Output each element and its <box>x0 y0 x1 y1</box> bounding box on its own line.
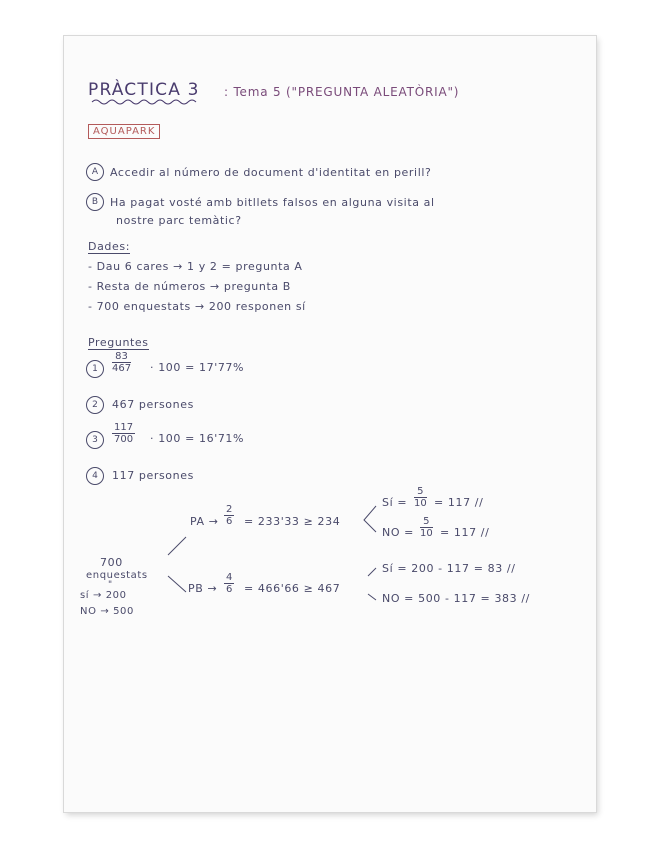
tree-pa-si-fraction <box>414 486 427 509</box>
tree-pb-numerator: 4 <box>226 572 233 583</box>
answer-1-result: · 100 = 17'77% <box>150 361 245 374</box>
question-a-text: Accedir al número de document d'identitat en perill? <box>110 166 432 179</box>
tree-pa-no-fraction <box>420 516 433 539</box>
answer-3-denominator: 700 <box>114 434 134 445</box>
tree-pa-label: PA → <box>190 515 219 528</box>
dades-item: - Dau 6 cares → 1 y 2 = pregunta A <box>88 260 303 273</box>
question-a-marker: A <box>86 163 104 181</box>
tree-pa-si-denominator: 10 <box>414 498 427 509</box>
dades-item: - Resta de números → pregunta B <box>88 280 291 293</box>
dades-item: - 700 enquestats → 200 responen sí <box>88 300 306 313</box>
paper-sheet <box>64 36 596 812</box>
tree-pb-label: PB → <box>188 582 218 595</box>
answer-1-marker: 1 <box>86 360 104 378</box>
answer-1-numerator: 83 <box>112 351 131 363</box>
question-b-text-line2: nostre parc temàtic? <box>116 214 242 227</box>
answer-3-result: · 100 = 16'71% <box>150 432 245 445</box>
tree-pa-numerator: 2 <box>226 504 233 515</box>
answer-1-fraction <box>112 351 131 374</box>
tree-pa-fraction <box>224 504 234 527</box>
answer-3-fraction <box>112 422 135 445</box>
dades-heading: Dades: <box>88 240 130 253</box>
tree-root-si: sí → 200 <box>80 590 127 601</box>
tree-pa-denominator: 6 <box>226 516 233 527</box>
tree-pb-result: = 466'66 ≥ 467 <box>244 582 341 595</box>
answer-4-marker: 4 <box>86 467 104 485</box>
tree-pa-no-numerator: 5 <box>420 516 433 528</box>
tree-pa-si-numerator: 5 <box>414 486 427 498</box>
answer-2-text: 467 persones <box>112 398 194 411</box>
preguntes-heading: Preguntes <box>88 336 149 349</box>
page-title: PRÀCTICA 3 <box>88 80 200 100</box>
ink-strokes <box>64 36 596 812</box>
tree-root-mark: " <box>108 580 113 590</box>
answer-4-text: 117 persones <box>112 469 194 482</box>
tree-pa-no-result: = 117 // <box>440 526 490 539</box>
tree-pb-si: Sí = 200 - 117 = 83 // <box>382 562 516 575</box>
answer-3-marker: 3 <box>86 431 104 449</box>
tree-pa-si-label: Sí = <box>382 496 408 509</box>
tree-root-no: NO → 500 <box>80 606 134 617</box>
tree-pa-result: = 233'33 ≥ 234 <box>244 515 341 528</box>
answer-1-denominator: 467 <box>112 363 132 374</box>
tree-pa-no-denominator: 10 <box>420 528 433 539</box>
answer-2-marker: 2 <box>86 396 104 414</box>
tree-pa-no-label: NO = <box>382 526 415 539</box>
question-b-text: Ha pagat vosté amb bitllets falsos en alguna visita al <box>110 196 435 209</box>
answer-3-numerator: 117 <box>114 422 134 433</box>
tree-pb-fraction <box>224 572 234 595</box>
page-subtitle: : Tema 5 ("PREGUNTA ALEATÒRIA") <box>224 85 460 99</box>
question-b-marker: B <box>86 193 104 211</box>
tree-root-total: 700 <box>100 556 123 569</box>
section-label: AQUAPARK <box>88 124 160 139</box>
tree-pb-denominator: 6 <box>226 584 233 595</box>
tree-root-label: enquestats <box>86 570 148 581</box>
tree-pa-si-result: = 117 // <box>434 496 484 509</box>
tree-pb-no: NO = 500 - 117 = 383 // <box>382 592 530 605</box>
